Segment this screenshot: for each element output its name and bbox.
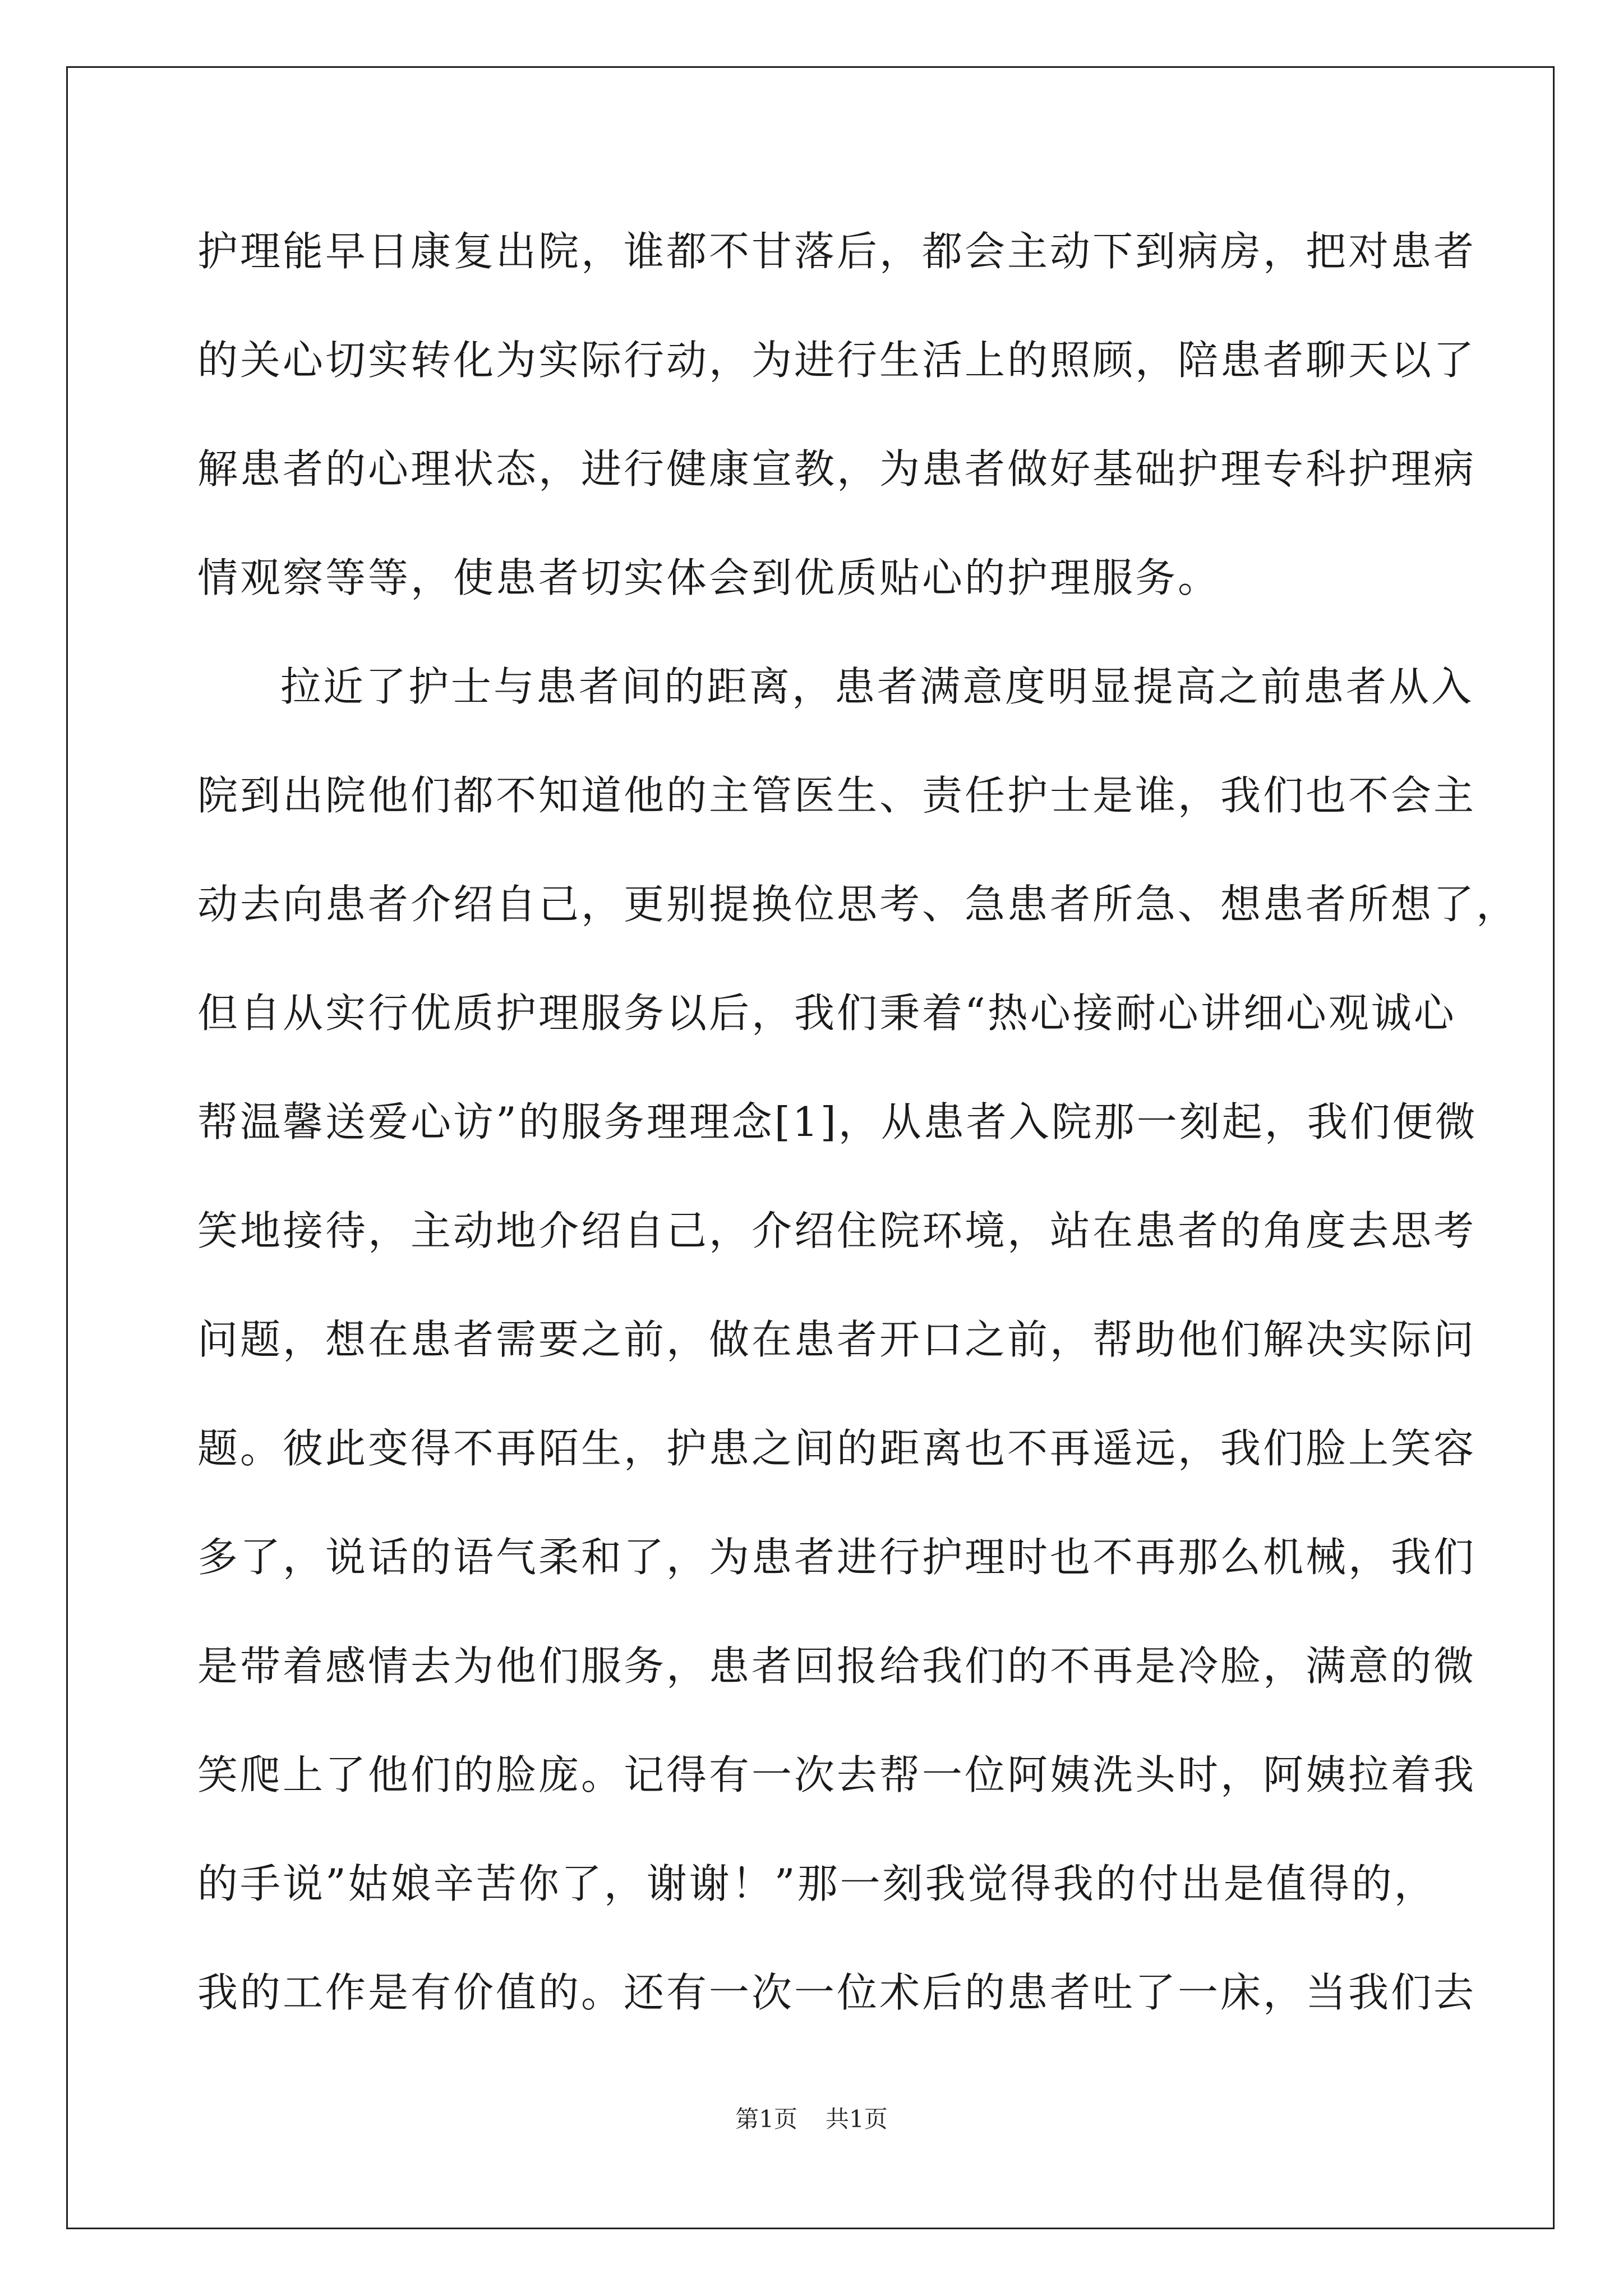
text-line: 题。彼此变得不再陌生，护患之间的距离也不再遥远，我们脸上笑容	[197, 1425, 1477, 1472]
page-number-total: 共1页	[826, 2105, 888, 2133]
text-line: 动去向患者介绍自己，更别提换位思考、急患者所急、想患者所想了，	[197, 881, 1519, 928]
text-line: 帮温馨送爱心访”的服务理理念[1]，从患者入院那一刻起，我们便微	[197, 1098, 1478, 1145]
text-line: 解患者的心理状态，进行健康宣教，为患者做好基础护理专科护理病	[197, 445, 1477, 493]
text-line: 但自从实行优质护理服务以后，我们秉着“热心接耐心讲细心观诚心	[197, 990, 1456, 1037]
text-line: 笑地接待，主动地介绍自己，介绍住院环境，站在患者的角度去思考	[197, 1207, 1477, 1254]
document-body	[197, 218, 1519, 2068]
text-line: 问题，想在患者需要之前，做在患者开口之前，帮助他们解决实际问	[197, 1316, 1477, 1363]
text-line: 我的工作是有价值的。还有一次一位术后的患者吐了一床，当我们去	[197, 1969, 1477, 2016]
text-line: 笑爬上了他们的脸庞。记得有一次去帮一位阿姨洗头时，阿姨拉着我	[197, 1751, 1477, 1798]
text-line: 院到出院他们都不知道他的主管医生、责任护士是谁，我们也不会主	[197, 772, 1477, 819]
paragraph-first-line: 拉近了护士与患者间的距离，患者满意度明显提高之前患者从入	[280, 663, 1474, 710]
text-line: 是带着感情去为他们服务，患者回报给我们的不再是冷脸，满意的微	[197, 1642, 1477, 1690]
text-line: 的手说”姑娘辛苦你了，谢谢！”那一刻我觉得我的付出是值得的，	[197, 1860, 1437, 1907]
page-footer	[0, 2104, 1623, 2135]
text-line: 护理能早日康复出院，谁都不甘落后，都会主动下到病房，把对患者	[197, 228, 1477, 275]
text-line: 情观察等等，使患者切实体会到优质贴心的护理服务。	[197, 554, 1221, 601]
text-line: 的关心切实转化为实际行动，为进行生活上的照顾，陪患者聊天以了	[197, 337, 1477, 384]
text-line: 多了，说话的语气柔和了，为患者进行护理时也不再那么机械，我们	[197, 1534, 1477, 1581]
page-number-current: 第1页	[735, 2105, 797, 2133]
